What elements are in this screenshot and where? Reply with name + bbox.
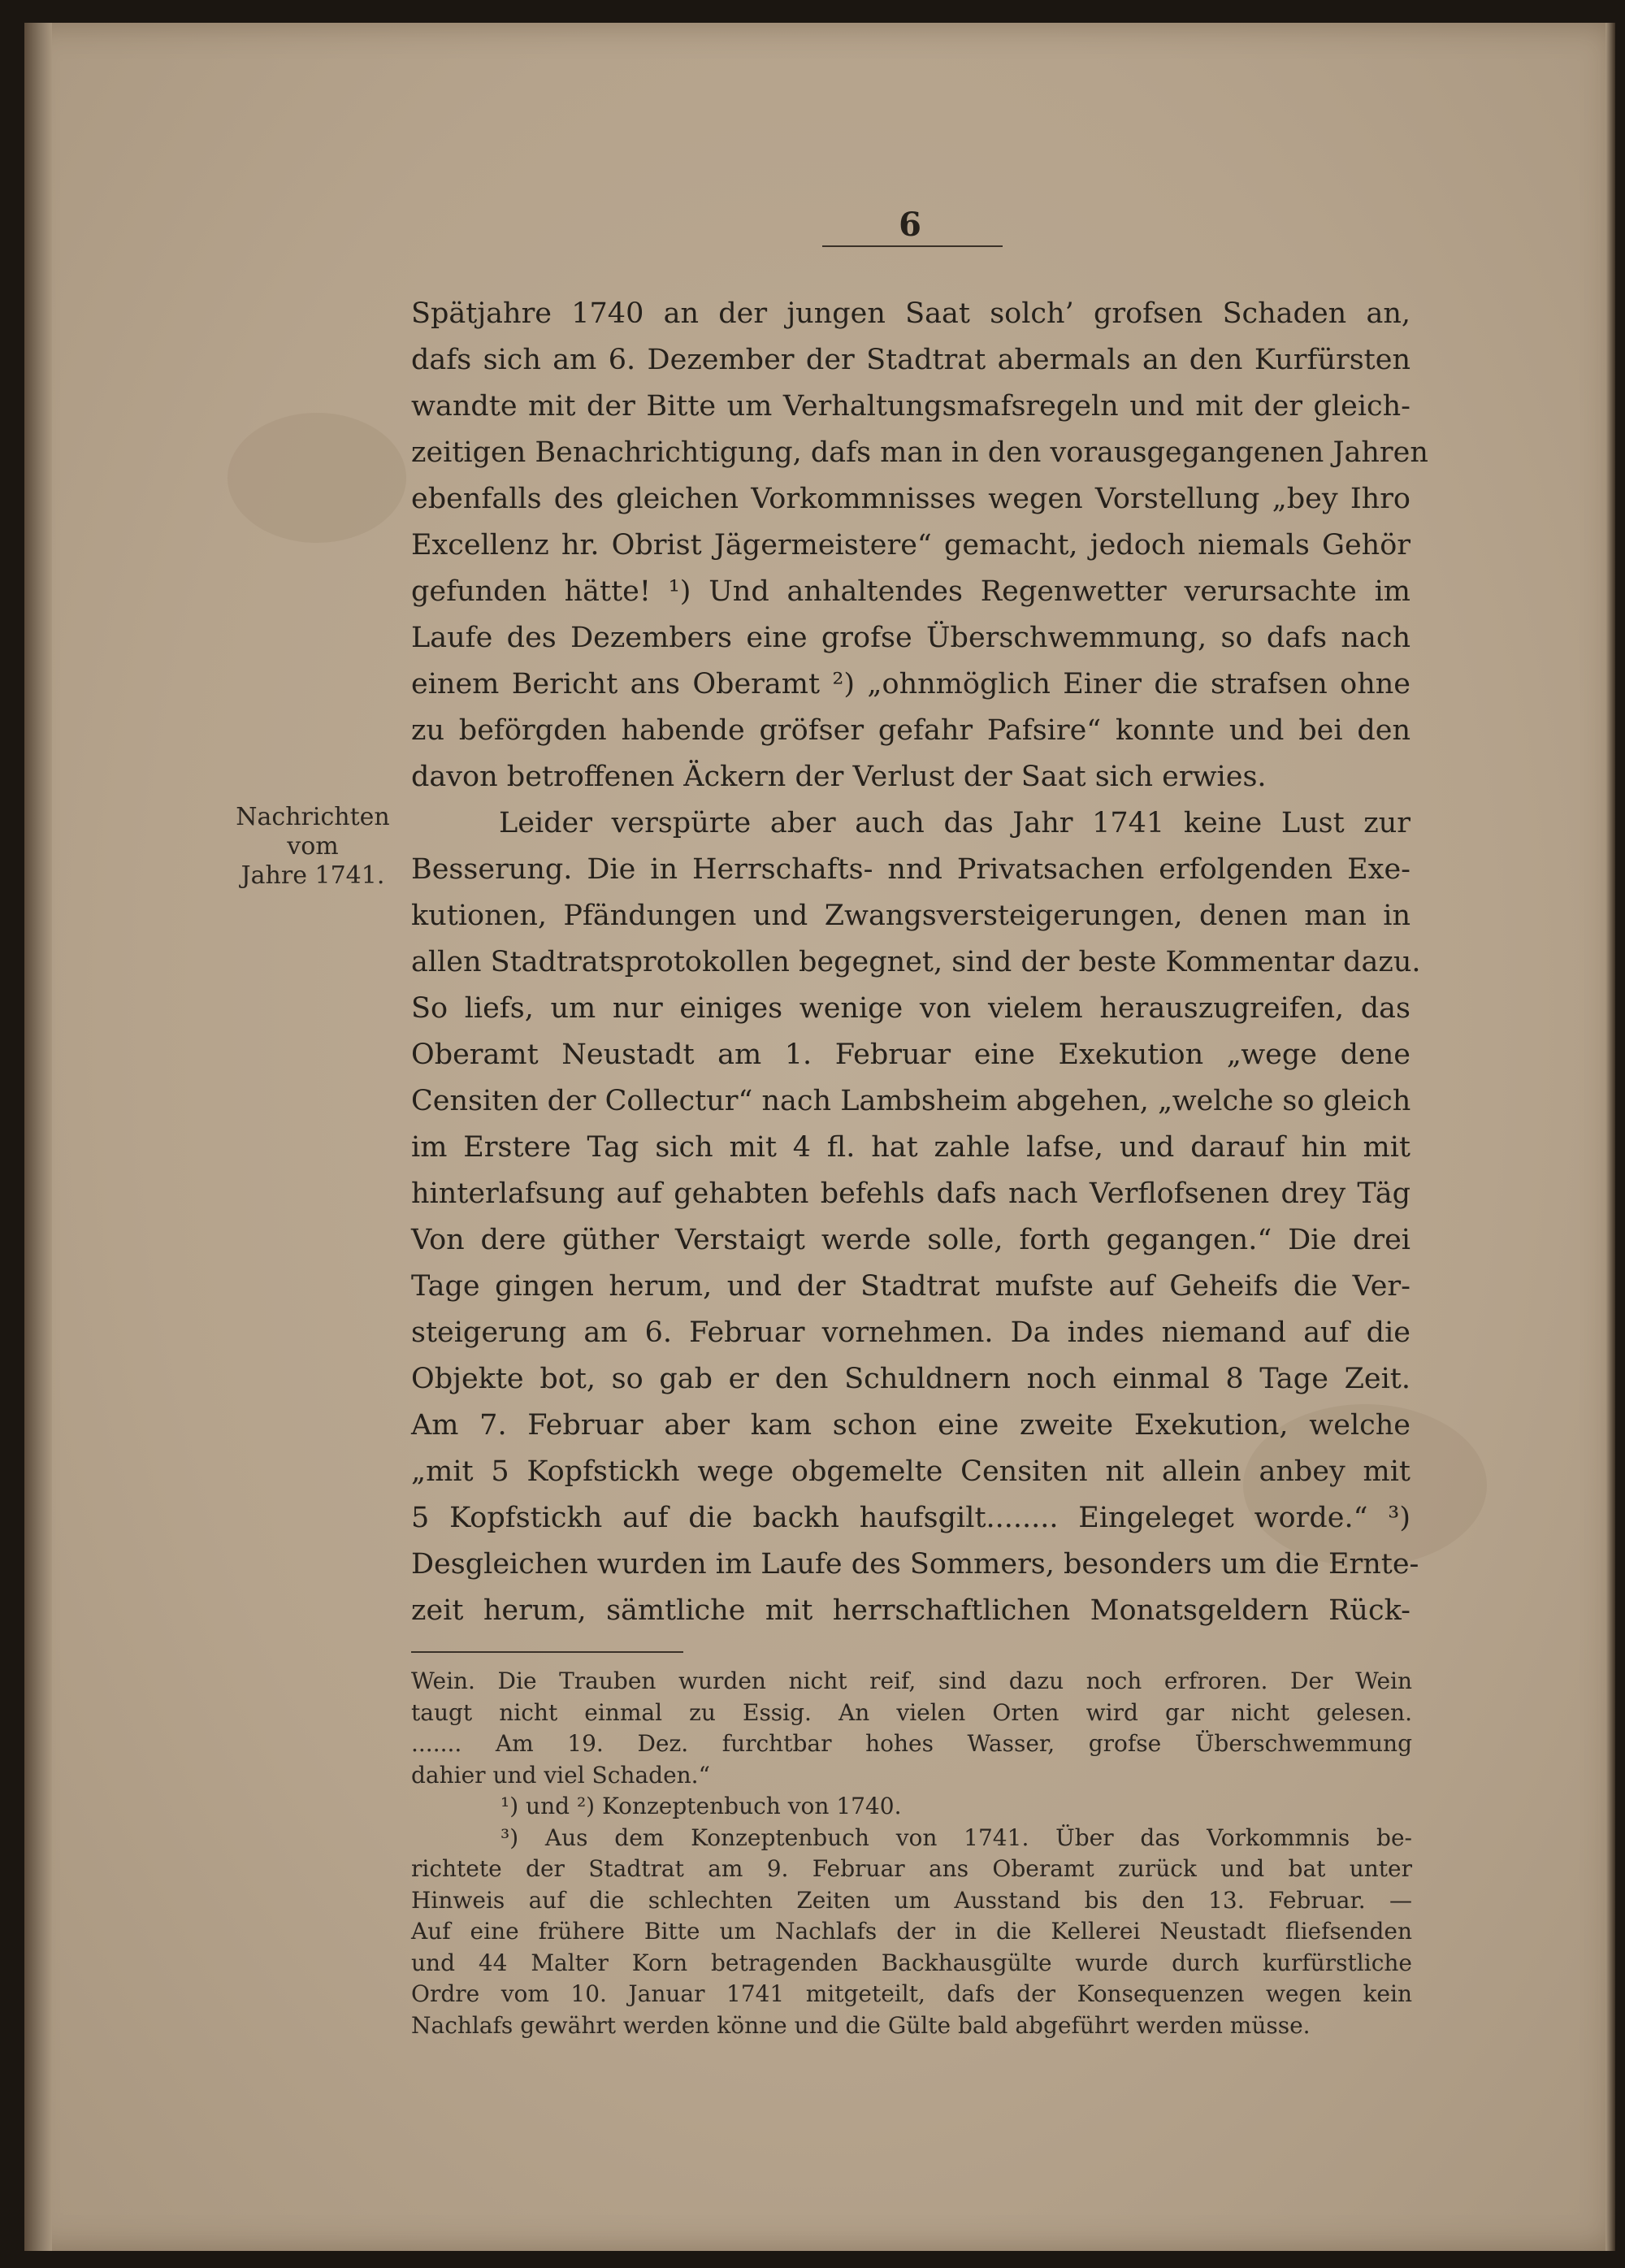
body-line: Laufe des Dezembers eine grofse Überschwemmung, so dafs nach [411,622,1410,654]
body-line: Excellenz hr. Obrist Jägermeistere“ gemacht, jedoch niemals Gehör [411,529,1410,562]
footnote-line: taugt nicht einmal zu Essig. An vielen Orten wird gar nicht gelesen. [411,1698,1412,1726]
body-line: zeit herum, sämtliche mit herrschaftlichen Monatsgeldern Rück- [411,1594,1410,1627]
footnote-line: ³) Aus dem Konzeptenbuch von 1741. Über das Vorkommnis be- [500,1824,1412,1851]
body-line: zu beförgden habende gröfser gefahr Pafsire“ konnte und bei den [411,714,1410,747]
paper-stain [228,413,406,543]
footnote-rule [411,1651,683,1653]
body-text [411,291,1428,1634]
body-line: Tage gingen herum, und der Stadtrat mufste auf Geheifs die Ver- [411,1270,1410,1303]
footnote-line: ¹) und ²) Konzeptenbuch von 1740. [500,1793,902,1819]
body-line: gefunden hätte! ¹) Und anhaltendes Regenwetter verursachte im [411,575,1410,608]
margin-note-line: Nachrichten [236,803,390,831]
footnote-line: Hinweis auf die schlechten Zeiten um Ausstand bis den 13. Februar. — [411,1886,1412,1914]
footnote-line: und 44 Malter Korn betragenden Backhausgülte wurde durch kurfürstliche [411,1949,1412,1976]
footnote-line: richtete der Stadtrat am 9. Februar ans Oberamt zurück und bat unter [411,1855,1412,1882]
footnote-line: dahier und viel Schaden.“ [411,1761,710,1789]
footnote-line: Ordre vom 10. Januar 1741 mitgeteilt, dafs der Konsequenzen wegen kein [411,1980,1412,2007]
body-line: „mit 5 Kopfstickh wege obgemelte Censiten nit allein anbey mit [411,1455,1410,1488]
body-line: zeitigen Benachrichtigung, dafs man in den vorausgegangenen Jahren [411,436,1428,469]
margin-note-line: Jahre 1741. [240,861,385,890]
body-line: Besserung. Die in Herrschafts- nnd Privatsachen erfolgenden Exe- [411,853,1410,886]
footnote-line: Nachlafs gewährt werden könne und die Gülte bald abgeführt werden müsse. [411,2011,1311,2039]
body-line: Censiten der Collectur“ nach Lambsheim abgehen, „welche so gleich [411,1085,1411,1117]
footnote-line: ....... Am 19. Dez. furchtbar hohes Wasser, grofse Überschwemmung [411,1730,1412,1757]
book-spine [24,23,52,2251]
page-number: 6 [899,206,921,244]
body-line: Desgleichen wurden im Laufe des Sommers, besonders um die Ernte- [411,1548,1419,1581]
body-line: im Erstere Tag sich mit 4 fl. hat zahle lafse, und darauf hin mit [411,1131,1410,1164]
body-line: Objekte bot, so gab er den Schuldnern noch einmal 8 Tage Zeit. [411,1363,1410,1395]
margin-note-line: vom [287,832,339,861]
footnotes [411,1666,1412,2041]
body-line: davon betroffenen Äckern der Verlust der Saat sich erwies. [411,761,1267,793]
body-line: hinterlafsung auf gehabten befehls dafs nach Verflofsenen drey Täg [411,1177,1410,1210]
margin-note [211,803,414,891]
page-number-rule [822,245,1003,247]
body-line: kutionen, Pfändungen und Zwangsversteigerungen, denen man in [411,900,1410,932]
body-line: steigerung am 6. Februar vornehmen. Da indes niemand auf die [411,1316,1410,1349]
body-line: Oberamt Neustadt am 1. Februar eine Exekution „wege dene [411,1039,1410,1071]
body-line: So liefs, um nur einiges wenige von vielem herauszugreifen, das [411,992,1410,1025]
body-line: Leider verspürte aber auch das Jahr 1741 keine Lust zur [499,807,1410,839]
body-line: dafs sich am 6. Dezember der Stadtrat abermals an den Kurfürsten [411,344,1410,376]
body-line: einem Bericht ans Oberamt ²) „ohnmöglich Einer die strafsen ohne [411,668,1410,700]
body-line: Spätjahre 1740 an der jungen Saat solch’ grofsen Schaden an, [411,297,1410,330]
body-line: wandte mit der Bitte um Verhaltungsmafsregeln und mit der gleich- [411,390,1410,423]
footnote-line: Auf eine frühere Bitte um Nachlafs der in die Kellerei Neustadt fliefsenden [411,1918,1412,1945]
book-page [24,23,1615,2251]
body-line: 5 Kopfstickh auf die backh haufsgilt........ Eingeleget worde.“ ³) [411,1502,1410,1534]
footnote-line: Wein. Die Trauben wurden nicht reif, sind dazu noch erfroren. Der Wein [411,1667,1412,1694]
body-line: allen Stadtratsprotokollen begegnet, sind der beste Kommentar dazu. [411,946,1421,978]
page-edge [1606,23,1615,2251]
body-line: Am 7. Februar aber kam schon eine zweite Exekution, welche [411,1409,1410,1442]
body-line: ebenfalls des gleichen Vorkommnisses wegen Vorstellung „bey Ihro [411,483,1410,515]
body-line: Von dere güther Verstaigt werde solle, forth gegangen.“ Die drei [411,1224,1410,1256]
